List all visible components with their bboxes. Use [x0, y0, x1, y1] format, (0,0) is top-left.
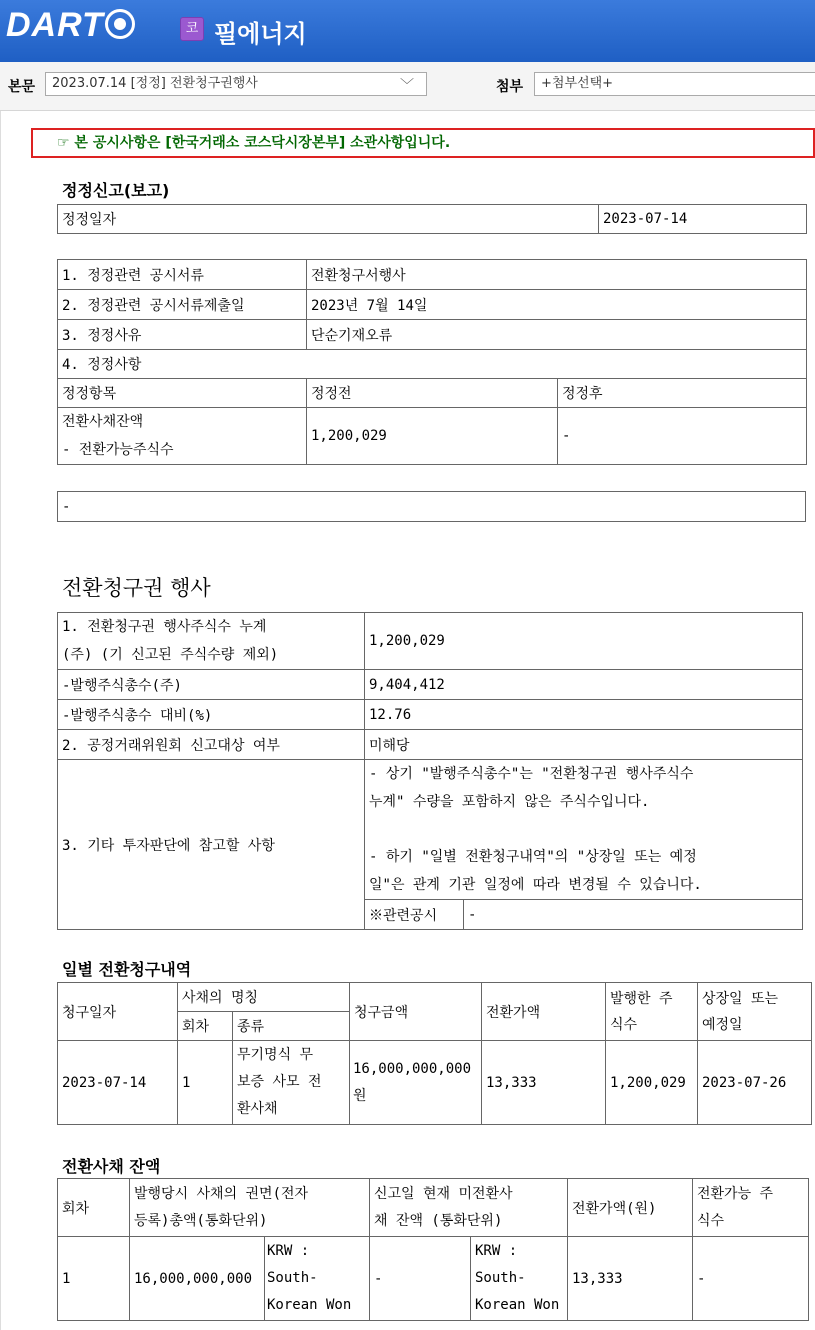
daily-claim-price: 13,333 [482, 1041, 606, 1125]
daily-claim-listing: 2023-07-26 [698, 1041, 812, 1125]
balance-remaining-currency [471, 1237, 568, 1321]
currency-line: Korean Won [267, 1297, 352, 1313]
daily-header-round: 회차 [178, 1012, 233, 1041]
exercise-table [57, 612, 803, 930]
daily-header-line: 식수 [610, 1016, 638, 1033]
exercise-row-value: 미해당 [365, 730, 803, 760]
balance-remaining-amount: - [370, 1237, 471, 1321]
daily-claim-kind [233, 1041, 350, 1125]
correction-item-line: 전환사채잔액 [62, 414, 144, 430]
correction-row-label: 2. 정정관련 공시서류제출일 [58, 290, 307, 320]
balance-header-round: 회차 [58, 1179, 130, 1237]
exercise-row-value: 12.76 [365, 700, 803, 730]
correction-detail-table [57, 259, 807, 465]
correction-item-line: - 전환가능주식수 [62, 442, 174, 458]
col-item-header: 정정항목 [58, 379, 307, 408]
dart-logo[interactable] [6, 6, 135, 45]
daily-header-price: 전환가액 [482, 983, 606, 1041]
exercise-label-line: 1. 전환청구권 행사주식수 누계 [62, 619, 267, 635]
correction-row-value: 전환청구서행사 [307, 260, 807, 290]
correction-date-table [57, 204, 807, 234]
related-disclosure-value: - [464, 900, 803, 930]
daily-kind-line: 무기명식 무 [237, 1047, 314, 1063]
daily-header-line: 발행한 주 [610, 990, 673, 1007]
currency-line: Korean Won [475, 1297, 560, 1313]
balance-header-remaining [370, 1179, 568, 1237]
bond-balance-title: 전환사채 잔액 [62, 1157, 161, 1176]
jurisdiction-notice: ☞ 본 공시사항은 [한국거래소 코스닥시장본부] 소관사항입니다. [31, 128, 815, 158]
chevron-down-icon: ﹀ [400, 78, 414, 94]
currency-line: South- [475, 1270, 526, 1286]
col-after-header: 정정후 [558, 379, 807, 408]
correction-date-value: 2023-07-14 [599, 205, 807, 234]
exercise-row-value: 1,200,029 [365, 613, 803, 670]
balance-convertible: - [693, 1237, 809, 1321]
correction-row-label: 3. 정정사유 [58, 320, 307, 350]
currency-line: South- [267, 1270, 318, 1286]
daily-kind-line: 환사채 [237, 1101, 278, 1117]
daily-header-amount: 청구금액 [350, 983, 482, 1041]
daily-header-kind: 종류 [233, 1012, 350, 1041]
daily-amount-line: 16,000,000,000 [353, 1060, 472, 1077]
currency-line: KRW : [475, 1243, 518, 1259]
daily-header-shares [606, 983, 698, 1041]
balance-header-line: 발행당시 사채의 권면(전자 [134, 1185, 309, 1202]
correction-item-cell [58, 408, 307, 465]
balance-header-face [130, 1179, 370, 1237]
document-label: 본문 [8, 79, 36, 95]
company-name: 필에너지 [214, 20, 307, 48]
daily-claims-table [57, 982, 812, 1125]
daily-claim-round: 1 [178, 1041, 233, 1125]
attachment-select[interactable] [534, 72, 815, 96]
correction-title: 정정신고(보고) [62, 181, 170, 200]
daily-header-listing [698, 983, 812, 1041]
correction-row-value: 단순기재오류 [307, 320, 807, 350]
correction-after-value: - [558, 408, 807, 465]
daily-header-line: 예정일 [702, 1016, 743, 1033]
daily-claim-shares: 1,200,029 [606, 1041, 698, 1125]
related-disclosure-label: ※관련공시 [365, 900, 464, 930]
daily-claim-date: 2023-07-14 [58, 1041, 178, 1125]
balance-round: 1 [58, 1237, 130, 1321]
exercise-note-line: 누계" 수량을 포함하지 않은 주식수입니다. [369, 794, 650, 810]
dart-logo-text: DART [6, 6, 104, 44]
exercise-notes-cell [365, 760, 803, 900]
correction-date-label: 정정일자 [58, 205, 599, 234]
exercise-row-label: 3. 기타 투자판단에 참고할 사항 [58, 760, 365, 930]
correction-before-value: 1,200,029 [307, 408, 558, 465]
exercise-title: 전환청구권 행사 [62, 576, 211, 600]
daily-header-bond-name: 사채의 명칭 [178, 983, 350, 1012]
daily-claim-amount [350, 1041, 482, 1125]
exercise-row-label: -발행주식총수 대비(%) [58, 700, 365, 730]
balance-header-line: 채 잔액 (통화단위) [374, 1212, 503, 1229]
top-header [0, 0, 815, 62]
daily-header-line: 상장일 또는 [702, 990, 779, 1007]
exercise-row-label [58, 613, 365, 670]
document-select[interactable] [45, 72, 427, 96]
exercise-row-value: 9,404,412 [365, 670, 803, 700]
dart-logo-mark-icon [105, 9, 135, 39]
market-badge: 코 [180, 17, 204, 41]
daily-amount-line: 원 [353, 1087, 367, 1104]
correction-row-value: 2023년 7월 14일 [307, 290, 807, 320]
exercise-row-label: 2. 공정거래위원회 신고대상 여부 [58, 730, 365, 760]
bond-balance-table [57, 1178, 809, 1321]
daily-kind-line: 보증 사모 전 [237, 1074, 322, 1090]
balance-header-line: 식수 [697, 1212, 725, 1229]
exercise-note-line: - 상기 "발행주식총수"는 "전환청구권 행사주식수 [369, 766, 694, 782]
document-select-value: 2023.07.14 [정정] 전환청구권행사 [52, 76, 258, 91]
exercise-label-line: (주) (기 신고된 주식수량 제외) [62, 647, 279, 663]
attachment-select-value: +첨부선택+ [541, 76, 614, 91]
toolbar [0, 62, 815, 111]
col-before-header: 정정전 [307, 379, 558, 408]
exercise-note-line: - 하기 "일별 전환청구내역"의 "상장일 또는 예정 [369, 849, 697, 865]
correction-note-table [57, 491, 806, 522]
balance-face-currency [265, 1237, 370, 1321]
exercise-note-line: 일"은 관계 기관 일정에 따라 변경될 수 있습니다. [369, 877, 702, 893]
balance-header-line: 신고일 현재 미전환사 [374, 1185, 513, 1202]
balance-header-price: 전환가액(원) [568, 1179, 693, 1237]
daily-claims-title: 일별 전환청구내역 [62, 960, 192, 979]
balance-face-amount: 16,000,000,000 [130, 1237, 265, 1321]
balance-header-convertible [693, 1179, 809, 1237]
balance-header-line: 전환가능 주 [697, 1185, 774, 1202]
correction-note: - [58, 492, 806, 522]
correction-item4-label: 4. 정정사항 [58, 350, 807, 379]
currency-line: KRW : [267, 1243, 310, 1259]
balance-header-line: 등록)총액(통화단위) [134, 1212, 268, 1229]
daily-header-date: 청구일자 [58, 983, 178, 1041]
correction-row-label: 1. 정정관련 공시서류 [58, 260, 307, 290]
balance-price: 13,333 [568, 1237, 693, 1321]
exercise-row-label: -발행주식총수(주) [58, 670, 365, 700]
attachment-label: 첨부 [496, 79, 524, 95]
